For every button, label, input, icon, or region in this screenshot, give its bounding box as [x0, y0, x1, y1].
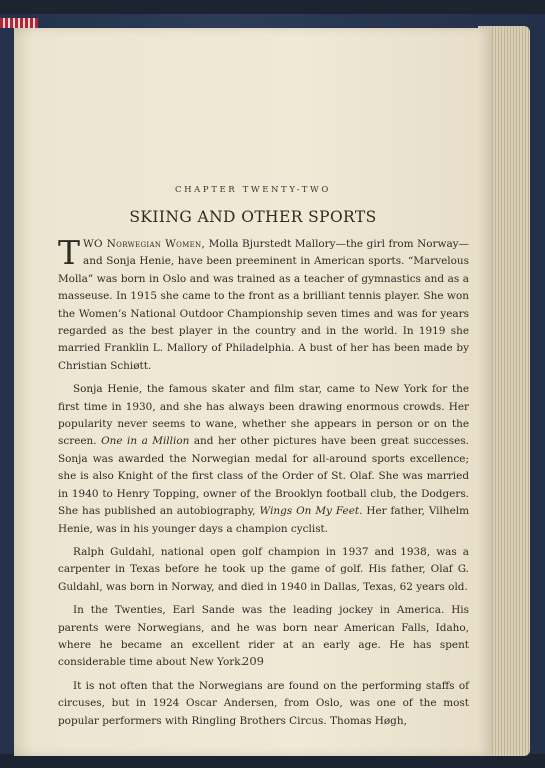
page-number: 209 [242, 654, 264, 668]
bookmark-ribbon [0, 18, 38, 28]
paragraph-2-text-b: and her other pictures have been great successes. Sonja was awarded the Norwegian medal for all-around sports excellence; she is also Knight of the first class of the Order of St. Olaf. She was married in 1940 to Henry Topping, owner of the Brooklyn football club, the Dodgers. She has published an autobiography, [58, 435, 469, 518]
book-page [14, 28, 492, 756]
paragraph-lead: WO Norwegian Women, [83, 238, 206, 250]
book-title: Wings On My Feet. [259, 505, 363, 518]
paragraph-2 [58, 381, 469, 538]
paragraph-1 [58, 233, 469, 375]
paragraph-3: Ralph Guldahl, national open golf champion in 1937 and 1938, was a carpenter in Texas before he took up the game of golf. His father, Olaf G. Guldahl, was born in Norway, and died in 1940 in Dallas, Texas, 62 years old. [58, 545, 469, 593]
paragraph-5: It is not often that the Norwegians are found on the performing staffs of circuses, but in 1924 Oscar Andersen, from Oslo, was one of the most popular performers with Ringling Brothers Circus. Thomas Høgh, [58, 679, 469, 727]
film-title: One in a Million [101, 435, 190, 448]
paragraph-2-text-a: Sonja Henie, the famous skater and film star, came to New York for the first time in 1930, and she has always been drawing enormous crowds. Her popularity never seems to wane, whether she appears in person or on the screen. [58, 383, 469, 448]
chapter-label: CHAPTER TWENTY-TWO [175, 185, 331, 195]
paragraph-2-text-c: Her father, Vilhelm Henie, was in his younger days a champion cyclist. [58, 505, 469, 535]
paragraph-1-text: Molla Bjurstedt Mallory—the girl from Norway—and Sonja Henie, have been preeminent in American sports. “Marvelous Molla” was born in Oslo and was trained as a teacher of gymnastics and as a masseuse. In 1915 she came to the front as a brilliant tennis player. She won the Women’s National Outdoor Championship seven times and was for years regarded as the best player in the country and in the world. In 1919 she married Franklin L. Mallory of Philadelphia. A bust of her has been made by Christian Schiøtt. [58, 238, 469, 372]
drop-cap: T [58, 233, 81, 272]
paragraph-4: In the Twenties, Earl Sande was the leading jockey in America. His parents were Norwegians, and he was born near American Falls, Idaho, where he became an excellent rider at an early age. He has spent considerable time about New York. [58, 604, 469, 669]
chapter-title: SKIING AND OTHER SPORTS [129, 208, 377, 226]
